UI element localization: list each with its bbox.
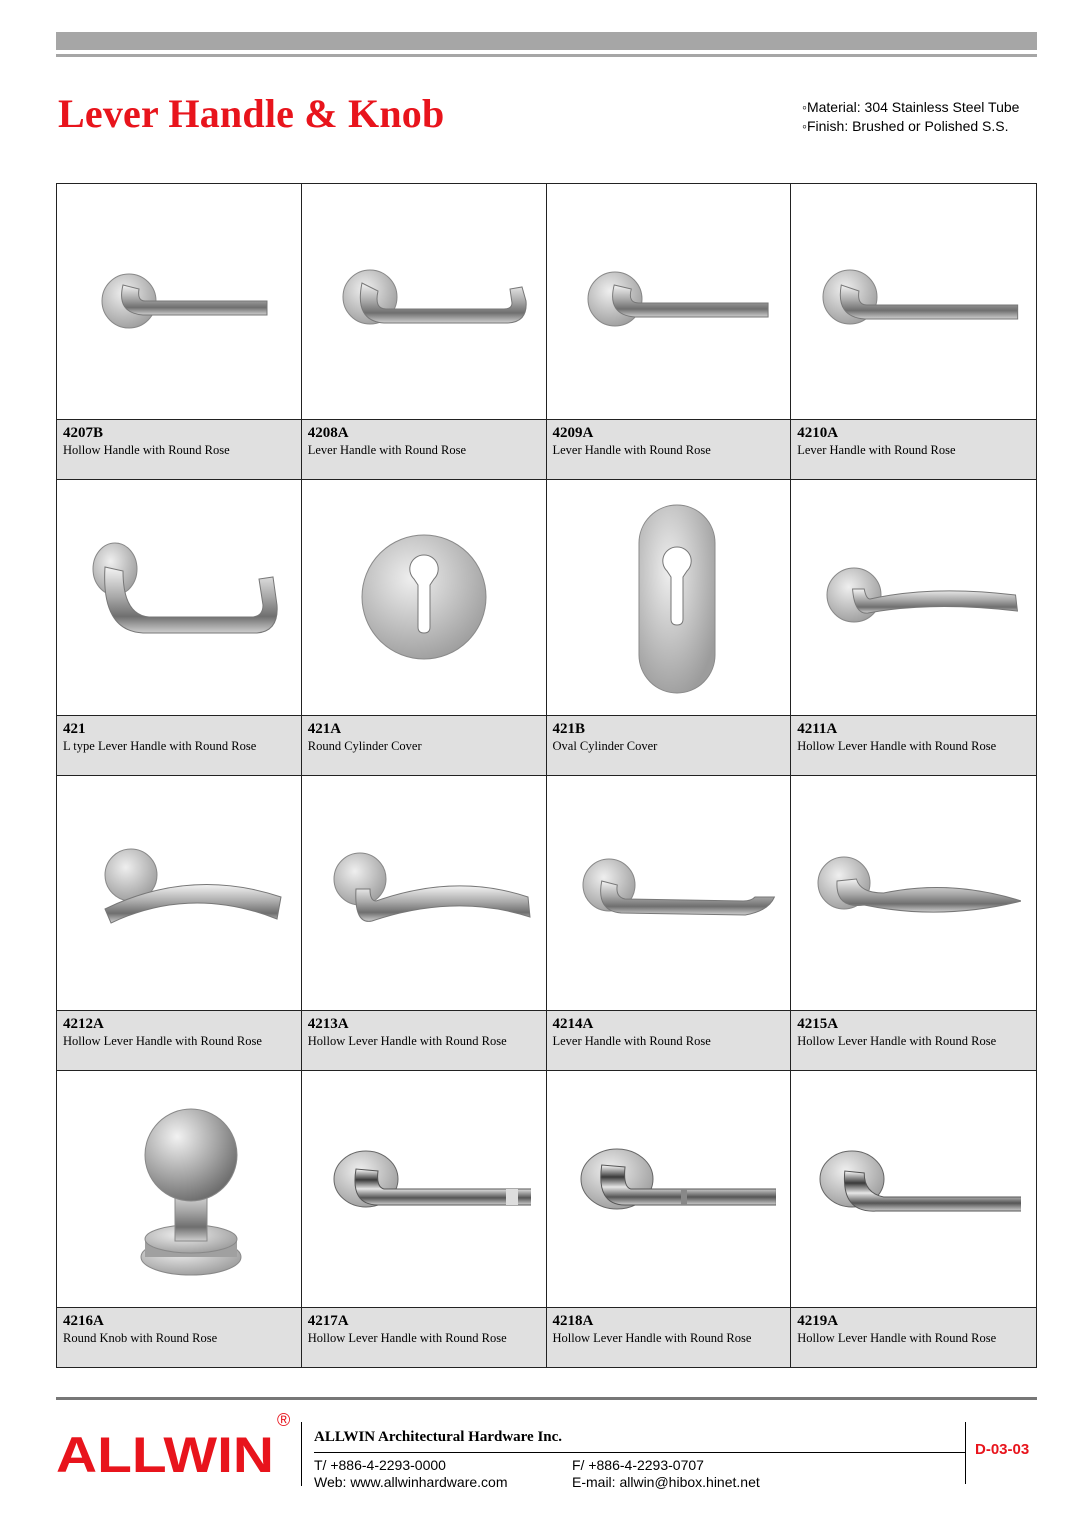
product-code: 4209A [552,424,594,441]
product-card [791,776,1036,1072]
product-code: 4218A [552,1313,594,1329]
company-name: ALLWIN Architectural Hardware Inc. [314,1429,563,1445]
product-description: Round Cylinder Cover [307,738,422,753]
straight-lever-icon [806,201,1021,401]
product-image [791,776,1036,1011]
polished-lever-icon [806,1089,1021,1289]
page-title: Lever Handle & Knob [58,91,445,136]
round-knob-icon [71,1089,286,1289]
product-description: L type Lever Handle with Round Rose [63,738,257,753]
brand-wordmark: ALLWIN [56,1430,274,1476]
product-image [547,1071,791,1307]
tapered-lever-icon [806,793,1021,993]
product-description: Lever Handle with Round Rose [552,442,711,457]
product-card [302,776,547,1072]
allwin-logo [56,1430,276,1476]
polished-lever-icon [316,1089,531,1289]
curved-lever-icon [806,497,1021,697]
product-code: 4215A [797,1016,839,1033]
curved-lever-icon [71,793,286,993]
product-caption [302,1307,546,1367]
product-card [57,184,302,480]
product-image [57,184,301,419]
product-description: Round Knob with Round Rose [63,1331,218,1345]
product-caption [57,715,301,775]
footer-separator [301,1422,302,1486]
product-code: 4217A [307,1313,349,1329]
product-description: Hollow Lever Handle with Round Rose [63,1034,262,1049]
product-card [547,480,792,776]
product-code: 4212A [63,1016,104,1033]
product-caption [57,1010,301,1070]
product-code: 4213A [307,1016,349,1033]
phone-number: T/ +886-4-2293-0000 [314,1457,446,1473]
product-description: Hollow Lever Handle with Round Rose [307,1331,507,1345]
footer-rule [314,1452,965,1453]
product-caption [547,419,791,479]
email-link[interactable]: E-mail: allwin@hibox.hinet.net [572,1474,760,1490]
straight-lever-icon [561,793,776,993]
u-lever-icon [316,201,531,401]
product-code: 4208A [307,424,349,441]
product-card [791,480,1036,776]
product-image [302,480,546,715]
product-code: 4210A [797,424,839,441]
product-caption [547,1307,791,1367]
top-decorative-line [56,54,1037,57]
product-code: 4216A [63,1313,104,1329]
product-image [791,1071,1036,1307]
product-caption [547,715,791,775]
product-caption [547,1010,791,1070]
product-caption [302,1010,546,1070]
fax-number: F/ +886-4-2293-0707 [572,1457,704,1473]
straight-lever-icon [71,201,286,401]
product-code: 4211A [797,720,838,737]
product-card [302,1071,547,1367]
product-caption [791,1010,1036,1070]
product-description: Hollow Lever Handle with Round Rose [552,1331,752,1345]
top-decorative-bar [56,32,1037,50]
product-description: Lever Handle with Round Rose [552,1034,711,1049]
product-image [791,184,1036,419]
product-image [57,776,301,1011]
product-code: 4219A [797,1313,839,1329]
spec-finish: ◦ Finish: Brushed or Polished S.S. [802,117,1019,136]
website-link[interactable]: Web: www.allwinhardware.com [314,1474,508,1490]
product-card [547,184,792,480]
product-caption [302,419,546,479]
product-description: Lever Handle with Round Rose [797,442,956,457]
straight-lever-icon [561,201,776,401]
product-caption [57,419,301,479]
product-card [57,480,302,776]
u-lever-icon [71,497,286,697]
oval-cylinder-cover-icon [561,497,776,697]
product-image [547,776,791,1011]
product-code: 4207B [63,424,104,441]
product-card [547,1071,792,1367]
product-caption [791,419,1036,479]
product-description: Lever Handle with Round Rose [307,442,467,457]
product-caption [791,1307,1036,1367]
product-image [302,1071,546,1307]
product-card [302,480,547,776]
page-code: D-03-03 [975,1441,1030,1458]
product-image [57,480,301,715]
product-card [791,184,1036,480]
product-image [791,480,1036,715]
product-card [547,776,792,1072]
product-description: Oval Cylinder Cover [552,738,658,753]
product-caption [302,715,546,775]
product-card [302,184,547,480]
product-description: Hollow Handle with Round Rose [63,442,230,457]
product-description: Hollow Lever Handle with Round Rose [797,1034,997,1049]
product-grid [56,183,1037,1368]
product-code: 421 [63,720,86,737]
product-description: Hollow Lever Handle with Round Rose [797,738,997,753]
spec-list [802,98,1019,136]
product-code: 4214A [552,1016,594,1033]
product-caption [791,715,1036,775]
product-image [57,1071,301,1307]
spec-material: ◦ Material: 304 Stainless Steel Tube [802,98,1019,117]
registered-mark: ® [277,1410,291,1430]
product-image [302,184,546,419]
curved-lever-icon [316,793,531,993]
footer-separator [965,1422,966,1484]
polished-lever-icon [561,1089,776,1289]
product-card [57,776,302,1072]
product-card [57,1071,302,1367]
product-description: Hollow Lever Handle with Round Rose [307,1034,507,1049]
product-card [791,1071,1036,1367]
product-description: Hollow Lever Handle with Round Rose [797,1331,997,1345]
product-code: 421A [307,720,342,737]
footer-divider [56,1397,1037,1400]
product-code: 421B [552,720,586,737]
product-image [547,480,791,715]
round-cylinder-cover-icon [316,497,531,697]
product-image [547,184,791,419]
product-caption [57,1307,301,1367]
product-image [302,776,546,1011]
